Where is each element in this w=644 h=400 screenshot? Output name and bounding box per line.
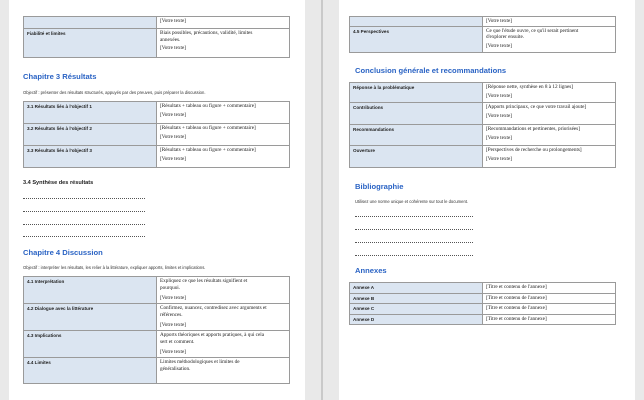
placeholder-text[interactable]: [Votre texte] [486,18,512,24]
table-row [350,83,616,103]
chapter4-objective: Objectif : interpréter les résultats, les relier à la littérature, expliquer apports, limites et implications. [23,265,206,270]
page-divider [321,0,323,400]
placeholder-text[interactable]: [Votre texte] [160,111,186,118]
placeholder-text[interactable]: [Votre texte] [160,155,186,162]
placeholder-text[interactable]: [Votre texte] [486,155,512,162]
cell-text-line: Confirmez, nuancez, contredisez avec arguments et [160,305,267,311]
table-label-cell: Annexe B [350,293,483,304]
table-value-cell[interactable] [157,358,290,384]
table-label-cell: 4.4 Limites [24,358,157,384]
bibliography-note: Utilisez une norme unique et cohérente sur tout le document. [355,199,469,204]
table-label-cell: Ouverture [350,146,483,168]
cell-text-line: [Apports principaux, ce que votre travail ajoute] [486,104,587,110]
table-label-cell: Annexe C [350,304,483,315]
table-value-cell[interactable]: [Titre et contenu de l'annexe] [483,314,616,325]
table-value-cell[interactable] [157,304,290,331]
cell-text-line: d'explorer ensuite. [486,34,525,41]
writing-line[interactable] [355,242,473,243]
table-label-cell [24,17,157,29]
synthesis-title: 3.4 Synthèse des résultats [23,180,94,186]
cell-text-line: annexées. [160,36,181,43]
table-value-cell[interactable] [483,103,616,125]
placeholder-text[interactable]: [Votre texte] [160,133,186,140]
table-value-cell[interactable] [483,83,616,103]
table-label-cell: 3.1 Résultats liés à l'objectif 1 [24,102,157,124]
table-value-cell[interactable] [483,146,616,168]
cell-text-line: Limites méthodologiques et limites de [160,359,240,365]
table-label-cell: Réponse à la problématique [350,83,483,103]
table-row [350,17,616,27]
chapter4-title: Chapitre 4 Discussion [23,248,103,257]
table-methodology-end [23,16,290,58]
cell-text-line: [Recommandations et pertinentes, priorisées] [486,126,580,132]
table-label-cell: 4.1 Interprétation [24,277,157,304]
chapter3-title: Chapitre 3 Résultats [23,72,97,81]
placeholder-text[interactable]: [Votre texte] [160,45,186,52]
table-label-cell: Recommandations [350,125,483,146]
table-row [24,17,290,29]
document-page-left [9,0,305,400]
writing-line[interactable] [23,211,145,212]
table-label-cell: Annexe D [350,314,483,325]
table-label-cell: Contributions [350,103,483,125]
writing-line[interactable] [23,224,145,225]
table-label-cell: 3.3 Résultats liés à l'objectif 3 [24,146,157,168]
table-value-cell[interactable] [157,124,290,146]
table-label-cell: 4.5 Perspectives [350,26,483,52]
table-value-cell[interactable] [483,17,616,27]
placeholder-text[interactable]: [Votre texte] [486,134,512,141]
annexes-title: Annexes [355,266,387,275]
table-value-cell[interactable] [157,29,290,58]
table-value-cell[interactable] [483,125,616,146]
table-row [24,124,290,146]
table-row [350,283,616,294]
chapter3-objective: Objectif : présenter des résultats structurés, appuyés par des preuves, puis préparer la discussion. [23,90,206,95]
table-row [350,26,616,52]
cell-text-line: [Perspectives de recherche ou prolongements] [486,147,582,153]
table-row [24,277,290,304]
cell-text-line: [Résultats + tableau ou figure + commentaire] [160,147,256,153]
table-row [24,304,290,331]
placeholder-text[interactable]: [Votre texte] [160,322,186,329]
table-row [24,146,290,168]
cell-text-line: sert et comment. [160,338,195,345]
table-label-cell: 4.3 Implications [24,331,157,358]
cell-text-line: Biais possibles, précautions, validité, limites [160,30,253,36]
document-page-right [339,0,635,400]
table-row [24,102,290,124]
placeholder-text[interactable]: [Votre texte] [486,42,512,49]
table-row [24,358,290,384]
bibliography-title: Bibliographie [355,182,404,191]
table-value-cell[interactable] [483,26,616,52]
placeholder-text[interactable]: [Votre texte] [160,349,186,356]
table-row [350,125,616,146]
table-conclusion [349,82,616,168]
cell-text-line: Expliquez ce que les résultats signifient et [160,278,248,284]
table-value-cell[interactable] [157,102,290,124]
cell-text-line: Ce que l'étude ouvre, ce qu'il serait pertinent [486,27,579,34]
writing-line[interactable] [23,236,145,237]
writing-line[interactable] [355,255,473,256]
table-label-cell: 4.2 Dialogue avec la littérature [24,304,157,331]
table-label-cell: Fiabilité et limites [24,29,157,58]
writing-line[interactable] [355,229,473,230]
cell-text-line: [Résultats + tableau ou figure + commentaire] [160,103,256,109]
placeholder-text[interactable]: [Votre texte] [486,112,512,119]
table-value-cell[interactable] [157,277,290,304]
table-value-cell[interactable] [157,17,290,29]
table-row [350,314,616,325]
cell-text-line: Apports théoriques et apports pratiques, à qui cela [160,332,265,338]
table-row [350,304,616,315]
placeholder-text[interactable]: [Votre texte] [160,18,186,24]
cell-text-line: généralisation. [160,365,191,372]
cell-text-line: [Réponse nette, synthèse en 8 à 12 lignes] [486,84,574,90]
table-value-cell[interactable]: [Titre et contenu de l'annexe] [483,283,616,294]
table-label-cell: 3.2 Résultats liés à l'objectif 2 [24,124,157,146]
cell-text-line: pourquoi. [160,284,181,291]
table-discussion-end [349,16,616,53]
table-chapter4 [23,276,290,384]
cell-text-line: [Résultats + tableau ou figure + commentaire] [160,125,256,131]
table-value-cell[interactable]: [Titre et contenu de l'annexe] [483,293,616,304]
table-value-cell[interactable]: [Titre et contenu de l'annexe] [483,304,616,315]
placeholder-text[interactable]: [Votre texte] [486,92,512,99]
cell-text-line: références. [160,311,183,318]
table-chapter3 [23,101,290,168]
table-label-cell [350,17,483,27]
table-label-cell: Annexe A [350,283,483,294]
conclusion-title: Conclusion générale et recommandations [355,66,507,75]
table-value-cell[interactable] [157,331,290,358]
table-row [24,331,290,358]
table-row [350,146,616,168]
writing-line[interactable] [355,216,473,217]
table-row [350,103,616,125]
table-value-cell[interactable] [157,146,290,168]
table-row [350,293,616,304]
table-row [24,29,290,58]
writing-line[interactable] [23,198,145,199]
table-annexes [349,282,616,325]
placeholder-text[interactable]: [Votre texte] [160,295,186,302]
